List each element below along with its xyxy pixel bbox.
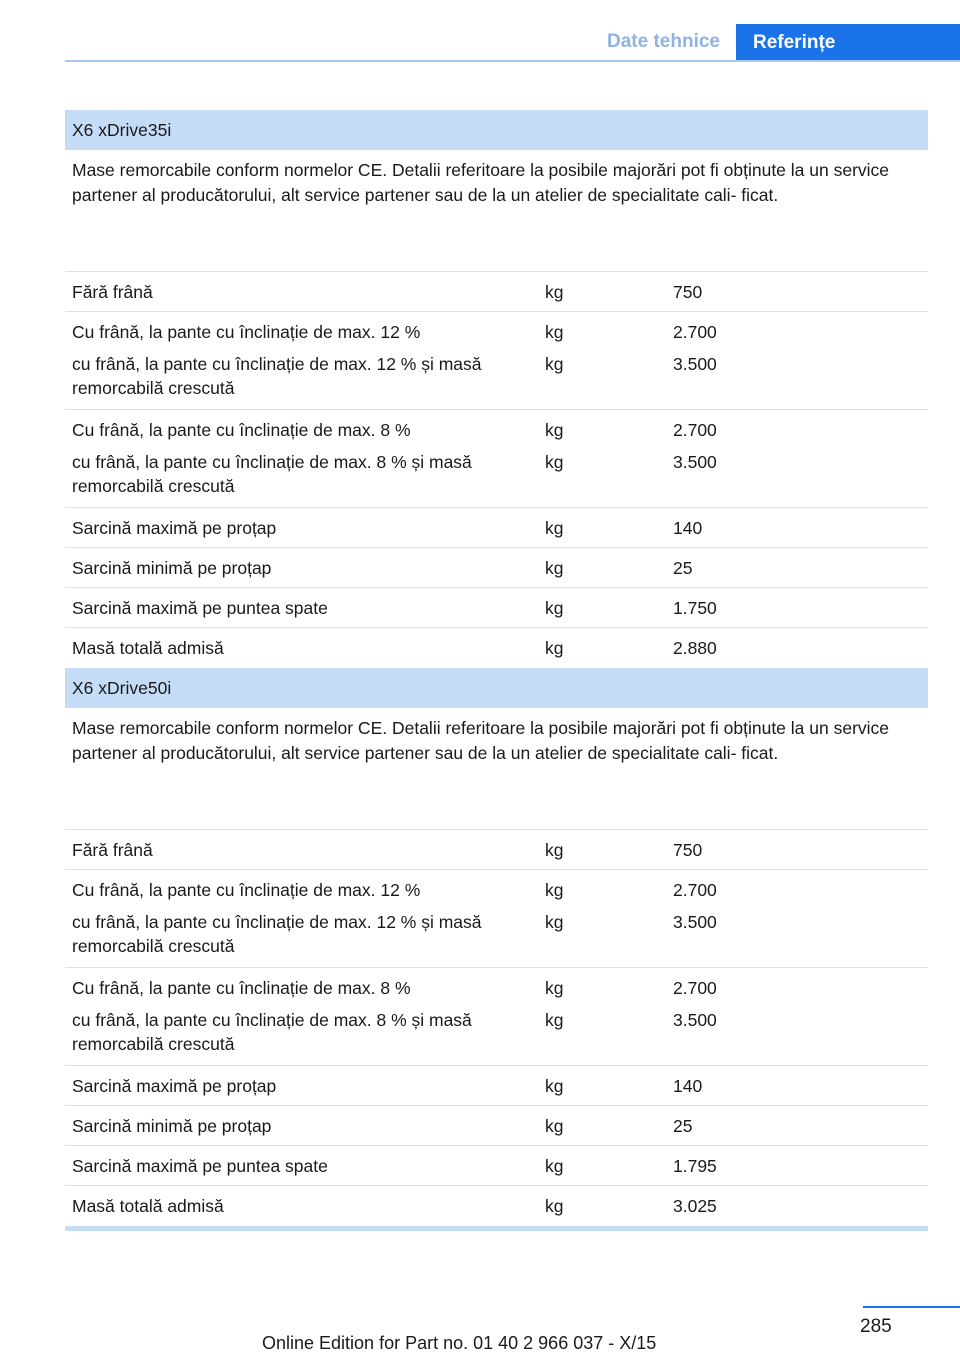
table-row <box>65 968 928 1066</box>
row-unit: kg <box>545 880 564 900</box>
chapter-tab[interactable]: Referințe <box>736 24 960 62</box>
section-tab[interactable]: Date tehnice <box>607 31 720 52</box>
row-unit: kg <box>545 420 564 440</box>
table-row <box>65 870 928 968</box>
row-unit: kg <box>545 1156 564 1176</box>
row-value: 25 <box>673 1116 693 1136</box>
row-value: 2.700 <box>673 420 717 440</box>
table-bottom-rule <box>65 1226 928 1231</box>
row-label: Sarcină maximă pe puntea spate <box>72 598 328 618</box>
row-value: 750 <box>673 840 703 860</box>
edition-footer: Online Edition for Part no. 01 40 2 966 037 - X/15 <box>262 1333 657 1353</box>
row-label: Cu frână, la pante cu înclinație de max. 8 % <box>72 978 411 998</box>
row-label: Fără frână <box>72 282 153 302</box>
row-unit-secondary: kg <box>545 912 564 932</box>
row-unit: kg <box>545 558 564 578</box>
row-unit: kg <box>545 598 564 618</box>
table-title: X6 xDrive35i <box>65 110 928 150</box>
row-unit: kg <box>545 1196 564 1216</box>
row-value-secondary: 3.500 <box>673 1010 717 1030</box>
row-unit-secondary: kg <box>545 452 564 472</box>
row-label: Masă totală admisă <box>72 638 224 658</box>
row-label-secondary: cu frână, la pante cu înclinație de max. 12 % și masă remorcabilă crescută <box>72 354 482 398</box>
page-number: 285 <box>860 1316 892 1337</box>
row-label-secondary: cu frână, la pante cu înclinație de max. 8 % și masă remorcabilă crescută <box>72 1010 472 1054</box>
table-row <box>65 272 928 312</box>
spec-table-xdrive35i <box>65 110 928 673</box>
header-divider <box>65 60 960 62</box>
row-value: 2.880 <box>673 638 717 658</box>
row-label: Cu frână, la pante cu înclinație de max. 12 % <box>72 880 421 900</box>
row-value: 2.700 <box>673 978 717 998</box>
table-description: Mase remorcabile conform normelor CE. Detalii referitoare la posibile majorări pot fi obținute la un service partener al producătorului, alt service partener sau de la un atelier de specialitate cali- ficat. <box>65 150 928 272</box>
row-unit: kg <box>545 322 564 342</box>
table-row <box>65 1146 928 1186</box>
table-row <box>65 1186 928 1226</box>
row-value: 750 <box>673 282 703 302</box>
table-row <box>65 1066 928 1106</box>
row-unit: kg <box>545 638 564 658</box>
row-label: Sarcină maximă pe proțap <box>72 1076 277 1096</box>
row-value: 140 <box>673 518 703 538</box>
row-value: 3.025 <box>673 1196 717 1216</box>
row-value-secondary: 3.500 <box>673 912 717 932</box>
table-row <box>65 830 928 870</box>
row-value: 1.795 <box>673 1156 717 1176</box>
table-row <box>65 1106 928 1146</box>
table-row <box>65 628 928 668</box>
row-label: Sarcină minimă pe proțap <box>72 558 272 578</box>
table-title: X6 xDrive50i <box>65 668 928 708</box>
row-label: Sarcină maximă pe proțap <box>72 518 277 538</box>
footer-divider <box>863 1306 960 1308</box>
page-header <box>0 0 960 62</box>
row-label: Cu frână, la pante cu înclinație de max. 8 % <box>72 420 411 440</box>
row-unit: kg <box>545 1076 564 1096</box>
row-value-secondary: 3.500 <box>673 354 717 374</box>
row-label: Sarcină minimă pe proțap <box>72 1116 272 1136</box>
spec-table-xdrive50i <box>65 668 928 1231</box>
row-label-secondary: cu frână, la pante cu înclinație de max. 8 % și masă remorcabilă crescută <box>72 452 472 496</box>
row-value: 25 <box>673 558 693 578</box>
row-label: Fără frână <box>72 840 153 860</box>
row-value: 2.700 <box>673 322 717 342</box>
row-label: Cu frână, la pante cu înclinație de max. 12 % <box>72 322 421 342</box>
row-label-secondary: cu frână, la pante cu înclinație de max. 12 % și masă remorcabilă crescută <box>72 912 482 956</box>
table-row <box>65 508 928 548</box>
row-value: 2.700 <box>673 880 717 900</box>
row-label: Sarcină maximă pe puntea spate <box>72 1156 328 1176</box>
row-unit: kg <box>545 840 564 860</box>
row-unit-secondary: kg <box>545 354 564 374</box>
row-unit: kg <box>545 978 564 998</box>
row-unit: kg <box>545 1116 564 1136</box>
row-value: 1.750 <box>673 598 717 618</box>
row-unit: kg <box>545 282 564 302</box>
row-value-secondary: 3.500 <box>673 452 717 472</box>
table-description: Mase remorcabile conform normelor CE. Detalii referitoare la posibile majorări pot fi obținute la un service partener al producătorului, alt service partener sau de la un atelier de specialitate cali- ficat. <box>65 708 928 830</box>
row-label: Masă totală admisă <box>72 1196 224 1216</box>
table-row <box>65 312 928 410</box>
table-row <box>65 410 928 508</box>
row-value: 140 <box>673 1076 703 1096</box>
table-row <box>65 548 928 588</box>
row-unit: kg <box>545 518 564 538</box>
table-row <box>65 588 928 628</box>
row-unit-secondary: kg <box>545 1010 564 1030</box>
